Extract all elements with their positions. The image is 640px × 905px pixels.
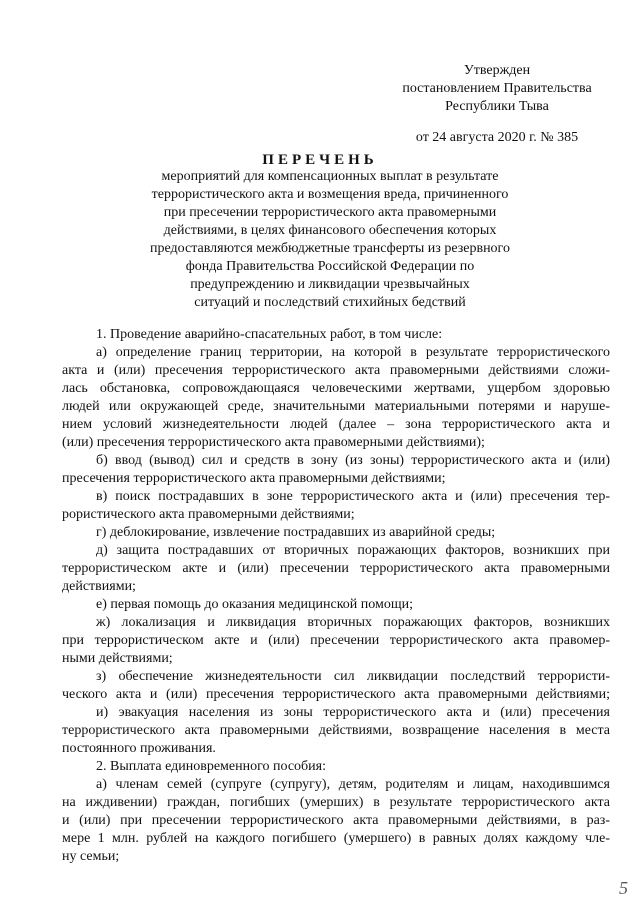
body-line: террористического акта правомерными действиями, возвращение населения в места: [62, 723, 610, 738]
body-line: г) деблокирование, извлечение пострадавших из аварийной среды;: [96, 525, 496, 540]
body-line: действиями;: [62, 579, 136, 594]
body-line: б) ввод (вывод) сил и средств в зону (из зоны) террористического акта и (или): [96, 453, 610, 468]
subtitle-line: предоставляются межбюджетные трансферты из резервного: [150, 241, 510, 256]
document-body: [62, 326, 610, 866]
subtitle-line: ситуаций и последствий стихийных бедствий: [194, 295, 466, 310]
body-line: ческого акта и (или) пресечения террористического акта правомерными действиями;: [62, 687, 610, 702]
page-number: 5: [619, 878, 628, 898]
body-line: 2. Выплата единовременного пособия:: [96, 759, 326, 774]
approval-date: от 24 августа 2020 г. № 385: [415, 130, 579, 145]
subtitle-line: террористического акта и возмещения вреда, причиненного: [151, 187, 509, 202]
body-line: пресечения террористического акта правомерными действиями;: [62, 471, 446, 486]
body-line: 1. Проведение аварийно-спасательных работ, в том числе:: [96, 327, 443, 342]
body-line: ными действиями;: [62, 651, 173, 666]
body-line: мере 1 млн. рублей на каждого погибшего (умершего) в равных долях каждому чле-: [62, 831, 610, 846]
body-line: акта и (или) пресечения террористического акта правомерными действиями сложи-: [62, 363, 610, 378]
body-line: е) первая помощь до оказания медицинской помощи;: [96, 597, 414, 612]
approval-line-1: Утвержден: [463, 63, 531, 78]
body-line: (или) пресечения террористического акта правомерными действиями);: [62, 435, 485, 450]
document-title: ПЕРЕЧЕНЬ: [262, 152, 378, 168]
body-line: людей или окружающей среде, значительными материальными потерями и наруше-: [62, 399, 610, 414]
document-subtitle: [140, 168, 520, 312]
approval-line-3: Республики Тыва: [445, 99, 549, 114]
body-line: террористическом акте и (или) пресечении террористического акта правомерными: [62, 561, 610, 576]
body-line: в) поиск пострадавших в зоне террористического акта и (или) пресечения тер-: [96, 489, 610, 504]
subtitle-line: фонда Правительства Российской Федерации по: [185, 259, 475, 274]
body-line: нием условий жизнедеятельности людей (далее – зона террористического акта и: [62, 417, 610, 432]
body-line: ж) локализация и ликвидация вторичных поражающих факторов, возникших: [96, 615, 610, 630]
subtitle-line: при пресечении террористического акта правомерными: [163, 205, 497, 220]
approval-line-2: постановлением Правительства: [402, 81, 592, 96]
subtitle-line: действиями, в целях финансового обеспечения которых: [163, 223, 497, 238]
body-line: ну семьи;: [62, 849, 120, 864]
body-line: рористического акта правомерными действиями;: [62, 507, 355, 522]
subtitle-line: мероприятий для компенсационных выплат в результате: [161, 169, 499, 184]
body-line: д) защита пострадавших от вторичных поражающих факторов, возникших при: [96, 543, 610, 558]
body-line: а) членам семей (супруге (супругу), детям, родителям и лицам, находившимся: [96, 777, 610, 792]
subtitle-line: предупреждению и ликвидации чрезвычайных: [190, 277, 470, 292]
body-line: и) эвакуация населения из зоны террористического акта и (или) пресечения: [96, 705, 610, 720]
body-line: з) обеспечение жизнедеятельности сил ликвидации последствий террористи-: [96, 669, 610, 684]
body-line: и (или) при пресечении террористического акта правомерными действиями, в раз-: [62, 813, 610, 828]
body-line: а) определение границ территории, на которой в результате террористического: [96, 345, 610, 360]
body-line: постоянного проживания.: [62, 741, 216, 756]
approval-block: [392, 62, 602, 147]
body-line: при террористическом акте и (или) пресечении террористического акта правомер-: [62, 633, 610, 648]
body-line: лась обстановка, сопровождающаяся человеческими жертвами, ущербом здоровью: [62, 381, 610, 396]
body-line: на иждивении) граждан, погибших (умерших) в результате террористического акта: [62, 795, 610, 810]
